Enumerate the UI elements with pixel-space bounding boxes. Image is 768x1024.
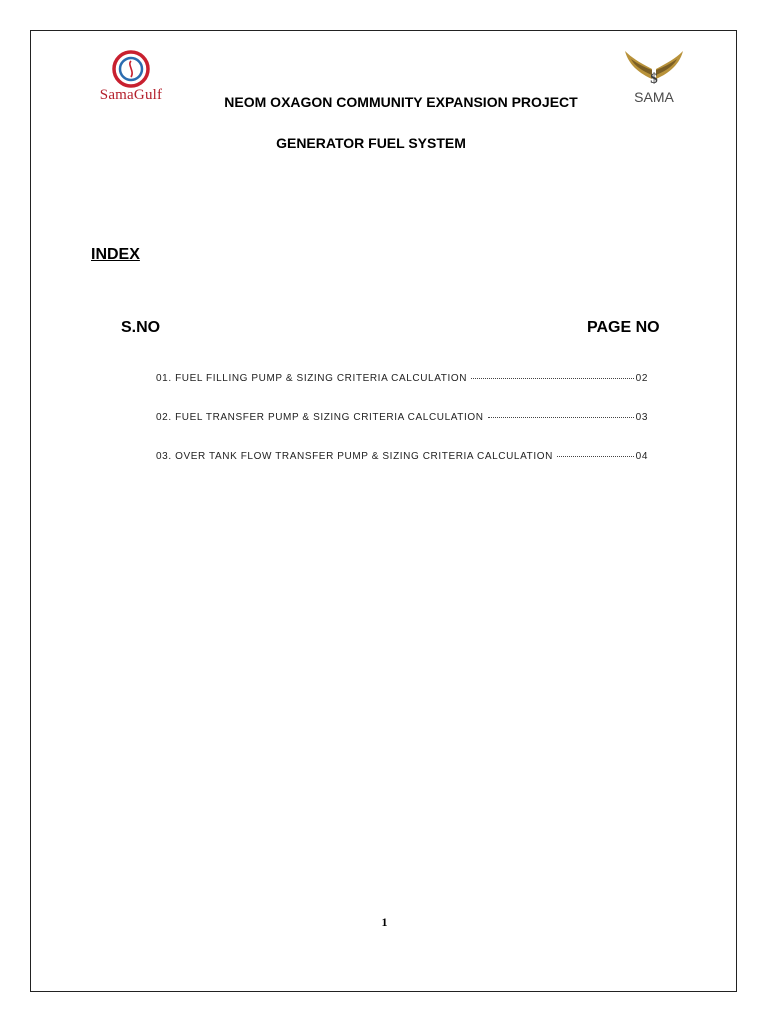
toc-entry-page: 03 [635,412,648,423]
toc-entry[interactable] [156,451,648,490]
sama-wings-icon [619,45,689,91]
column-heading-sno: S.NO [121,319,161,336]
document-subtitle: GENERATOR FUEL SYSTEM [276,135,466,151]
dot-leader [557,456,634,457]
dot-leader [488,417,634,418]
samagulf-emblem-icon [109,49,153,89]
svg-text:$: $ [650,71,658,87]
toc-entry-page: 04 [635,451,648,462]
column-heading-page-no: PAGE NO [587,319,660,336]
sama-logo-text: SAMA [634,89,674,105]
samagulf-logo-text: SamaGulf [99,87,163,103]
project-title: NEOM OXAGON COMMUNITY EXPANSION PROJECT [224,94,578,110]
dot-leader [471,378,634,379]
table-of-contents [156,373,648,490]
document-page [30,30,737,992]
toc-entry-label: 02. FUEL TRANSFER PUMP & SIZING CRITERIA CALCULATION [156,412,484,423]
toc-entry-label: 01. FUEL FILLING PUMP & SIZING CRITERIA CALCULATION [156,373,468,384]
toc-entry[interactable] [156,412,648,451]
toc-entry-page: 02 [635,373,648,384]
index-heading: INDEX [91,246,140,263]
page-number: 1 [381,915,388,929]
toc-entry[interactable] [156,373,648,412]
toc-entry-label: 03. OVER TANK FLOW TRANSFER PUMP & SIZING CRITERIA CALCULATION [156,451,553,462]
